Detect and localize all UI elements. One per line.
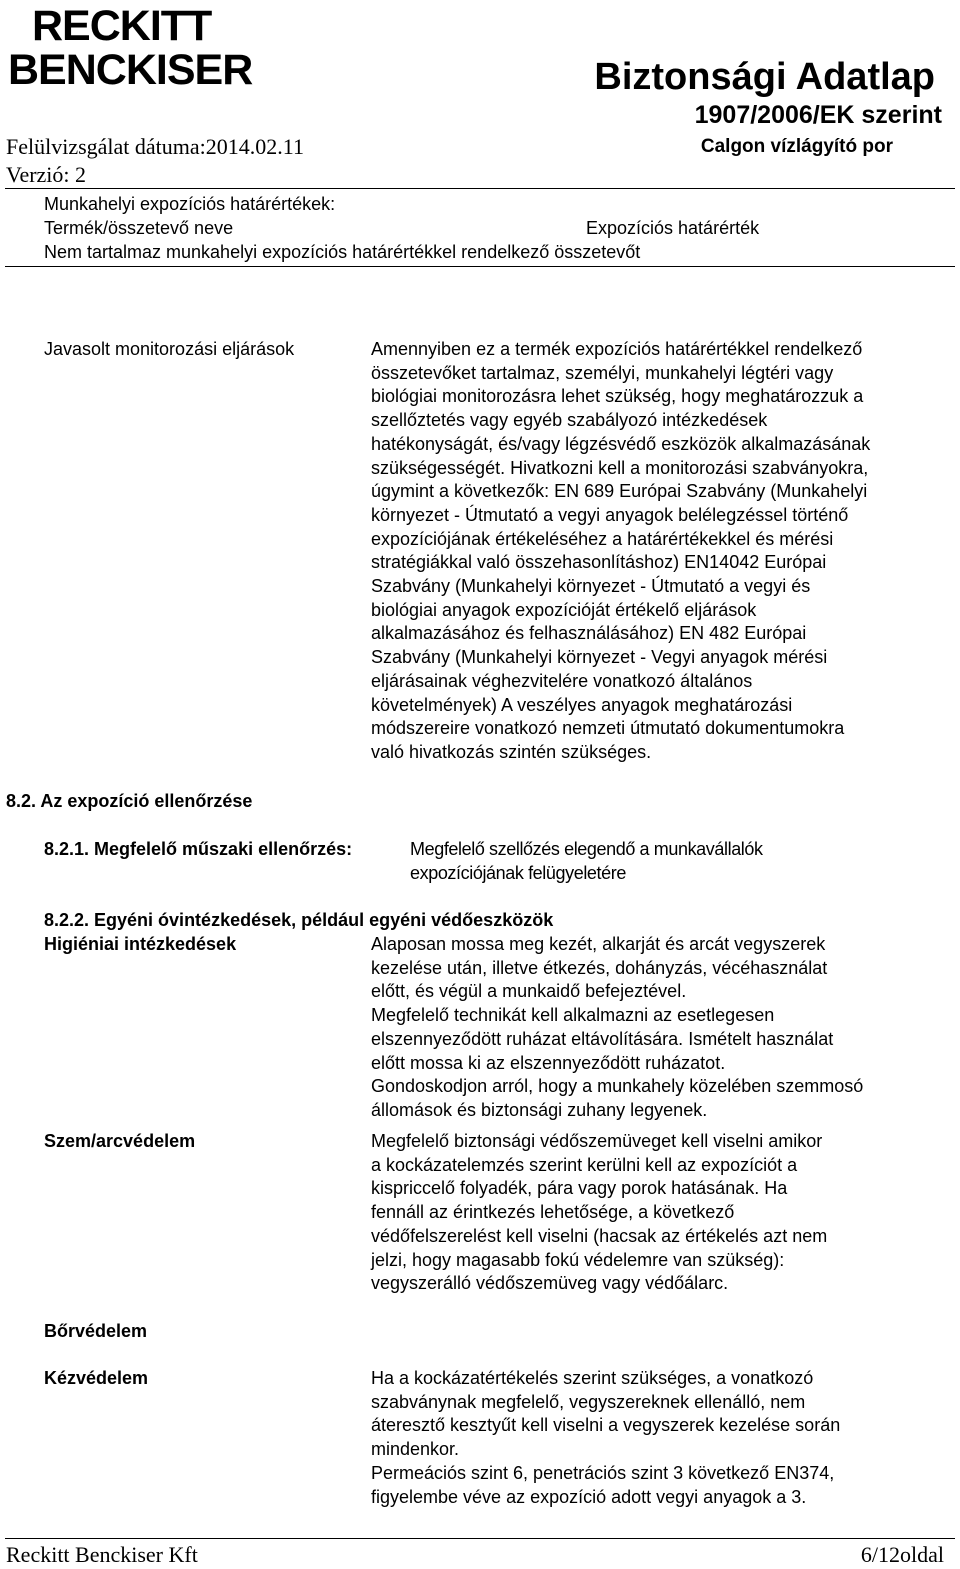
eye-protection-label: Szem/arcvédelem xyxy=(44,1131,196,1151)
column-exposure-limit: Expozíciós határérték xyxy=(586,218,760,238)
revision-date: Felülvizsgálat dátuma:2014.02.11 xyxy=(6,134,304,159)
skin-protection-label: Bőrvédelem xyxy=(44,1321,148,1341)
monitoring-label: Javasolt monitorozási eljárások xyxy=(44,339,295,359)
footer-company: Reckitt Benckiser Kft xyxy=(6,1542,198,1567)
logo-line-1: RECKITT xyxy=(32,2,212,50)
box-bottom-border xyxy=(5,266,955,267)
section-8-2-heading: 8.2. Az expozíció ellenőrzése xyxy=(6,791,253,811)
eye-protection-text: Megfelelő biztonsági védőszemüveget kell viselni amikor a kockázatelemzés szerint kerülni kell az expozíciót a kispriccelő folyadék, pára vagy porok hatásának. Ha fennáll az érintkezés lehetősége, a következő védőfelszerelést kell viselni (hacsak az értékelés azt nem jelzi, hogy magasabb fokú védelemre van szükség): vegyszerálló védőszemüveg vagy védőálarc. xyxy=(371,1131,828,1294)
engineering-controls-line-2: expozíciójának felügyeletére xyxy=(410,863,626,883)
box-top-border xyxy=(5,188,955,189)
company-logo xyxy=(8,2,253,94)
hygiene-label: Higiéniai intézkedések xyxy=(44,934,237,954)
footer-page-number: 6/12oldal xyxy=(860,1542,944,1567)
logo-line-2: BENCKISER xyxy=(8,46,253,94)
section-8-2-2-heading: 8.2.2. Egyéni óvintézkedések, például egyéni védőeszközök xyxy=(44,910,554,930)
engineering-controls-line-1: Megfelelő szellőzés elegendő a munkavállalók xyxy=(410,839,763,859)
hand-protection-text: Ha a kockázatértékelés szerint szükséges, a vonatkozó szabványnak megfelelő, vegyszereknek ellenálló, nem áteresztő kesztyűt kell viselni a vegyszerek kezelése során mindenkor. Permeációs szint 6, penetrációs szint 3 következő EN374, figyelembe véve az expozíció adott vegyi anyagok a 3. xyxy=(371,1368,841,1507)
monitoring-text: Amennyiben ez a termék expozíciós határértékkel rendelkező összetevőket tartalmaz, személyi, munkahelyi légtéri vagy biológiai monitorozásra lehet szükség, hogy meghatározzuk a szellőztetés vagy egyéb szabályozó intézkedések hatékonyságát, és/vagy légzésvédő eszközök alkalmazásának szükségességét. Hivatkozni kell a monitorozási szabványokra, úgymint a következők: EN 689 Európai Szabvány (Munkahelyi környezet - Útmutató a vegyi anyagok belélegzéssel történő expozíciójának értékeléséhez a határértékekkel és mérési stratégiákkal való összehasonlításhoz) EN14042 Európai Szabvány (Munkahelyi környezet - Útmutató a vegyi és biológiai anyagok expozícióját értékelő eljárások alkalmazásához és felhasználásához) EN 482 Európai Szabvány (Munkahelyi környezet - Vegyi anyagok mérési eljárásainak véghezvitelére vonatkozó általános követelmények) A veszélyes anyagok meghatározási módszereire vonatkozó nemzeti útmutató dokumentumokra való hivatkozás szintén szükséges. xyxy=(371,339,871,762)
footer-rule xyxy=(5,1538,955,1539)
column-product-name: Termék/összetevő neve xyxy=(44,218,234,238)
exposure-limits-note: Nem tartalmaz munkahelyi expozíciós határértékkel rendelkező összetevőt xyxy=(44,242,641,262)
document-title: Biztonsági Adatlap xyxy=(594,56,935,98)
hand-protection-label: Kézvédelem xyxy=(44,1368,149,1388)
section-8-2-1-heading: 8.2.1. Megfelelő műszaki ellenőrzés: xyxy=(44,839,353,859)
regulation-reference: 1907/2006/EK szerint xyxy=(694,101,942,129)
exposure-limits-heading: Munkahelyi expozíciós határértékek: xyxy=(44,194,336,214)
product-name: Calgon vízlágyító por xyxy=(700,136,893,157)
version: Verzió: 2 xyxy=(6,162,87,187)
hygiene-text: Alaposan mossa meg kezét, alkarját és arcát vegyszerek kezelése után, illetve étkezés, dohányzás, vécéhasználat előtt, és végül a munkaidő befejeztével. Megfelelő technikát kell alkalmazni az esetlegesen elszennyeződött ruházat eltávolítására. Ismételt használat előtt mossa ki az elszennyeződött ruházatot. Gondoskodjon arról, hogy a munkahely közelében szemmosó állomások és biztonsági zuhany legyenek. xyxy=(371,934,864,1120)
